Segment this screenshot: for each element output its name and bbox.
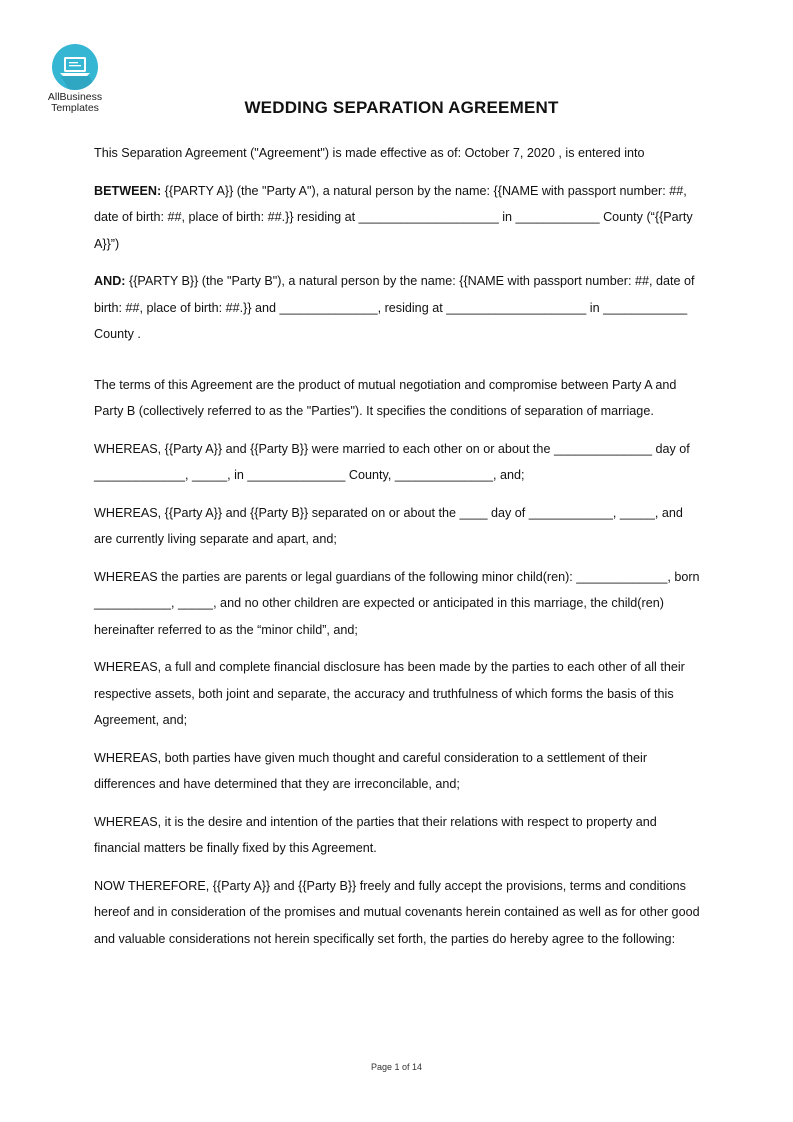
- logo-circle: [52, 44, 98, 90]
- laptop-icon: [52, 44, 98, 90]
- whereas-separated-paragraph: WHEREAS, {{Party A}} and {{Party B}} separated on or about the ____ day of ____________, _____, and are currently living separate and apart, and;: [94, 505, 683, 546]
- between-label: BETWEEN:: [94, 183, 162, 198]
- between-text: {{PARTY A}} (the "Party A"), a natural person by the name: {{NAME with passport number: ##, date of birth: ##, place of birth: ##.}} residing at ____________________ in ____________ County (“{{Party A}}”): [94, 183, 693, 251]
- document-title: WEDDING SEPARATION AGREEMENT: [244, 98, 559, 117]
- whereas-children-paragraph: WHEREAS the parties are parents or legal guardians of the following minor child(ren): _____________, born ___________, _____, and no other children are expected or anticipated in this marriage, the child(ren) hereinafter referred to as the “minor child”, and;: [94, 569, 700, 637]
- whereas-irreconcilable-paragraph: WHEREAS, both parties have given much thought and careful consideration to a settlement of their differences and have determined that they are irreconcilable, and;: [94, 750, 648, 791]
- whereas-intention-paragraph: WHEREAS, it is the desire and intention of the parties that their relations with respect to property and financial matters be finally fixed by this Agreement.: [94, 814, 657, 855]
- whereas-married-paragraph: WHEREAS, {{Party A}} and {{Party B}} were married to each other on or about the ______________ day of _____________, _____, in ______________ County, ______________, and;: [94, 441, 690, 482]
- intro-paragraph: This Separation Agreement ("Agreement") is made effective as of: October 7, 2020 , is entered into: [94, 146, 645, 160]
- and-text: {{PARTY B}} (the "Party B"), a natural person by the name: {{NAME with passport number: ##, date of birth: ##, place of birth: ##.}} and ______________, residing at ____________________ in ____________ County .: [94, 274, 695, 341]
- page-number: Page 1 of 14: [370, 1062, 423, 1072]
- document-body: [94, 140, 704, 963]
- and-label: AND:: [94, 274, 126, 288]
- terms-paragraph: The terms of this Agreement are the product of mutual negotiation and compromise between Party A and Party B (collectively referred to as the "Parties"). It specifies the conditions of separation of marriage.: [94, 377, 677, 418]
- logo-line-2: Templates: [51, 102, 99, 114]
- now-therefore-paragraph: NOW THEREFORE, {{Party A}} and {{Party B}} freely and fully accept the provisions, terms and conditions hereof and in consideration of the promises and mutual covenants herein contained as well as for other good and valuable considerations not herein specifically set forth, the parties do hereby agree to the following:: [94, 878, 700, 946]
- between-paragraph: [94, 178, 704, 258]
- whereas-disclosure-paragraph: WHEREAS, a full and complete financial disclosure has been made by the parties to each other of all their respective assets, both joint and separate, the accuracy and truthfulness of which forms the basis of this Agreement, and;: [94, 660, 685, 727]
- logo-line-1: AllBusiness: [47, 91, 103, 103]
- and-paragraph: [94, 268, 704, 348]
